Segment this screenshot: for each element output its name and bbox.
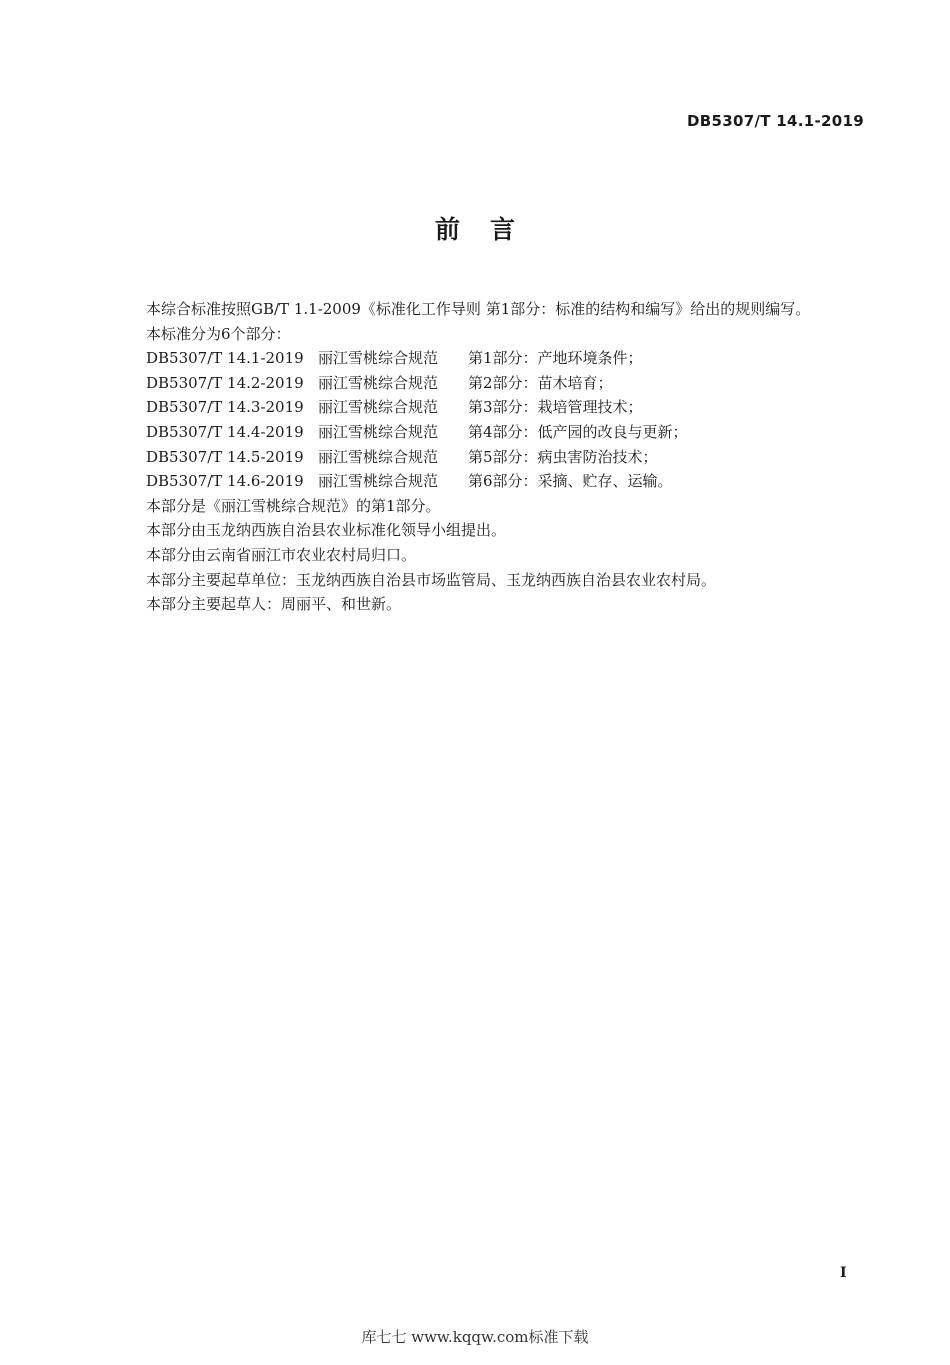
page-number: I [840, 1265, 847, 1281]
part-list-item [146, 420, 876, 445]
part-code: DB5307/T 14.1-2019 [146, 349, 304, 368]
part-code: DB5307/T 14.3-2019 [146, 398, 304, 417]
part-name: 第4部分：低产园的改良与更新； [468, 422, 688, 441]
paragraph-centralized-by: 本部分由云南省丽江市农业农村局归口。 [146, 545, 417, 564]
part-series: 丽江雪桃综合规范 [318, 447, 439, 466]
part-code: DB5307/T 14.2-2019 [146, 373, 304, 392]
foreword-body [146, 297, 876, 617]
paragraph-drafters: 本部分主要起草人：周丽平、和世新。 [146, 595, 402, 614]
page-title: 前言 [434, 215, 545, 244]
document-code: DB5307/T 14.1-2019 [687, 112, 864, 130]
part-series: 丽江雪桃综合规范 [318, 373, 439, 392]
part-list-item [146, 371, 876, 396]
watermark-text: 库七七 www.kqqw.com标准下载 [361, 1328, 589, 1346]
part-list-item [146, 469, 876, 494]
part-series: 丽江雪桃综合规范 [318, 422, 439, 441]
part-code: DB5307/T 14.4-2019 [146, 422, 304, 441]
paragraph-drafting-units: 本部分主要起草单位：玉龙纳西族自治县市场监管局、玉龙纳西族自治县农业农村局。 [146, 570, 717, 589]
part-name: 第2部分：苗木培育； [468, 373, 613, 392]
part-name: 第1部分：产地环境条件； [468, 349, 643, 368]
part-list-item [146, 346, 876, 371]
part-list-item [146, 395, 876, 420]
paragraph-drafting-rules: 本综合标准按照GB/T 1.1-2009《标准化工作导则 第1部分：标准的结构和编写》给出的规则编写。 [146, 300, 811, 318]
part-name: 第3部分：栽培管理技术； [468, 398, 643, 417]
part-name: 第5部分：病虫害防治技术； [468, 447, 658, 466]
paragraph-part-statement: 本部分是《丽江雪桃综合规范》的第1部分。 [146, 496, 441, 515]
part-series: 丽江雪桃综合规范 [318, 398, 439, 417]
part-code: DB5307/T 14.5-2019 [146, 447, 304, 466]
paragraph-proposer: 本部分由玉龙纳西族自治县农业标准化领导小组提出。 [146, 521, 507, 540]
paragraph-parts-intro: 本标准分为6个部分： [146, 324, 291, 343]
part-list-item [146, 445, 876, 470]
part-series: 丽江雪桃综合规范 [318, 472, 439, 491]
part-name: 第6部分：采摘、贮存、运输。 [468, 472, 673, 491]
part-code: DB5307/T 14.6-2019 [146, 472, 304, 491]
part-series: 丽江雪桃综合规范 [318, 349, 439, 368]
